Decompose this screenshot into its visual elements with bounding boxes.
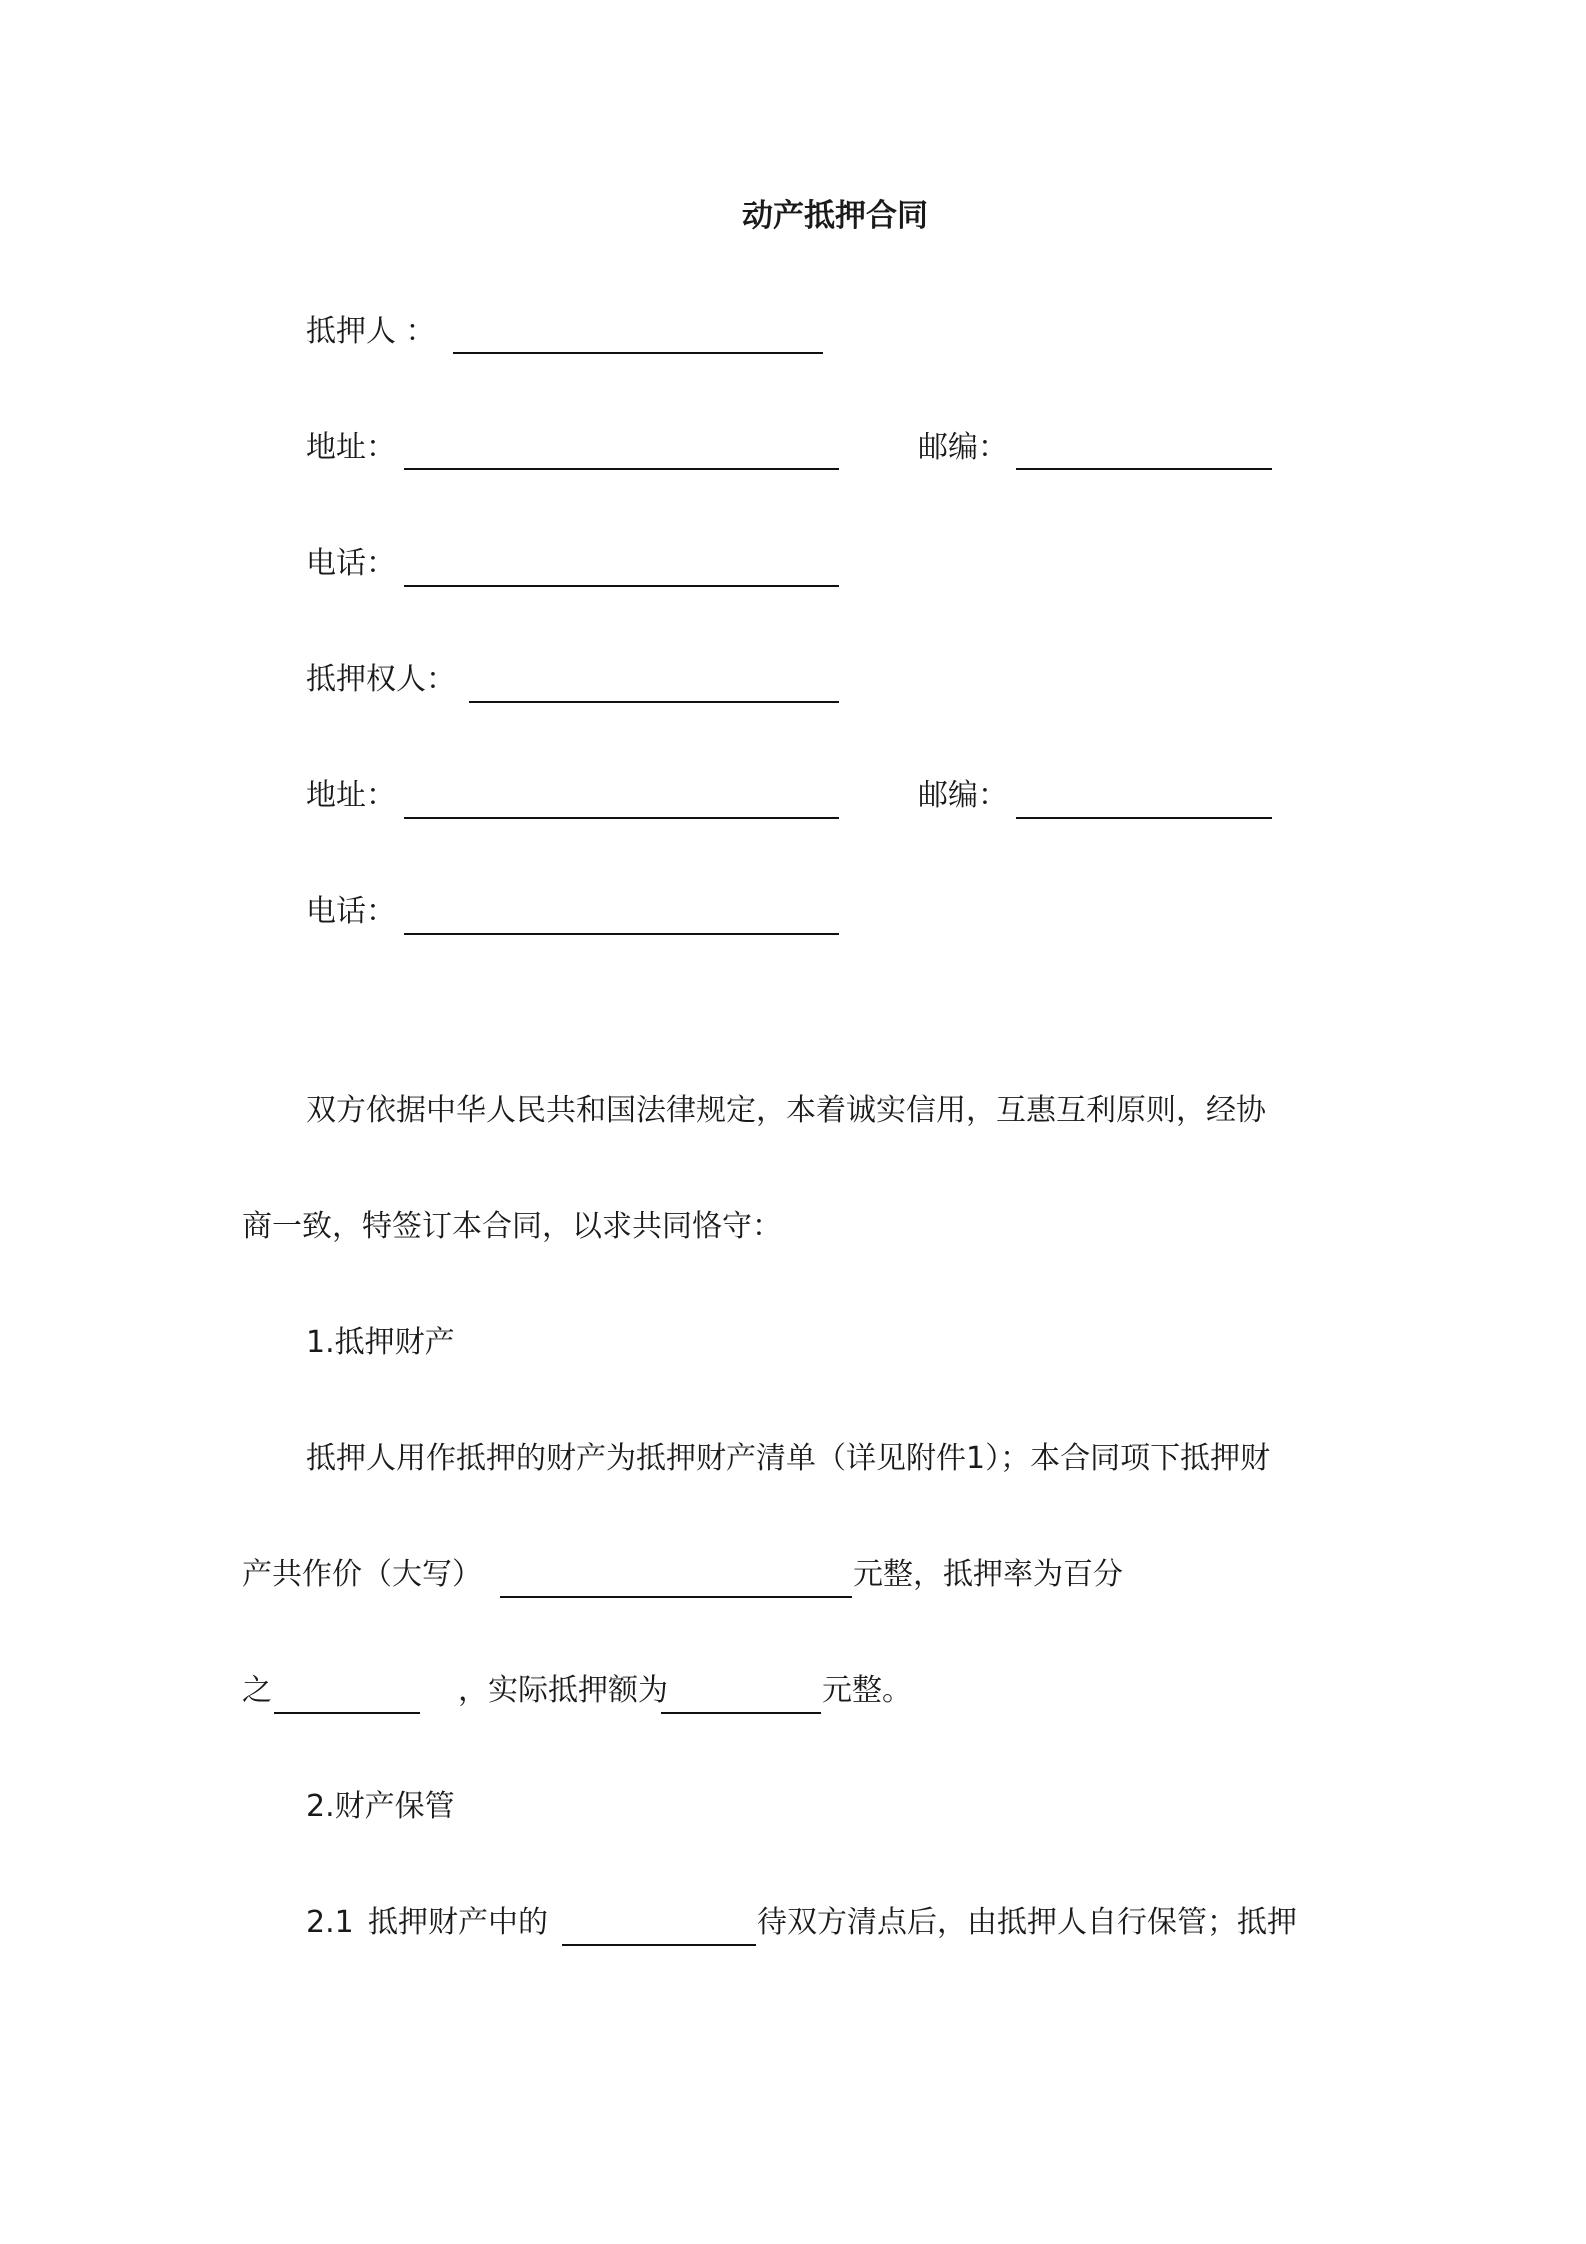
section-1-line-2-prefix: 产共作价（大写）: [242, 1557, 482, 1592]
mortgagee-address-label: 地址：: [306, 778, 396, 813]
clause-2-1-number: 2.1: [306, 1905, 354, 1940]
mortgagee-postcode-label: 邮编：: [918, 778, 1008, 813]
total-value-blank[interactable]: [500, 1596, 852, 1598]
mortgagor-phone-label: 电话：: [306, 546, 396, 581]
mortgagee-address-blank[interactable]: [404, 817, 839, 819]
property-item-blank[interactable]: [562, 1944, 756, 1946]
mortgagor-address-label: 地址：: [306, 430, 396, 465]
mortgagor-name-blank[interactable]: [453, 352, 823, 354]
actual-amount-blank[interactable]: [661, 1712, 821, 1714]
clause-2-1-suffix: 待双方清点后，由抵押人自行保管；抵押: [757, 1905, 1297, 1940]
preamble-line-2: 商一致，特签订本合同，以求共同恪守：: [242, 1209, 782, 1244]
mortgagee-phone-label: 电话：: [306, 894, 396, 929]
document-title: 动产抵押合同: [742, 198, 928, 234]
mortgagor-postcode-blank[interactable]: [1016, 468, 1272, 470]
section-1-line-3-prefix: 之: [242, 1673, 272, 1708]
preamble-line-1: 双方依据中华人民共和国法律规定，本着诚实信用，互惠互利原则，经协: [306, 1093, 1266, 1128]
mortgagee-phone-blank[interactable]: [404, 933, 839, 935]
mortgage-rate-blank[interactable]: [274, 1712, 420, 1714]
section-1-line-3-suffix: 元整。: [822, 1673, 912, 1708]
section-1-line-1: 抵押人用作抵押的财产为抵押财产清单（详见附件1）；本合同项下抵押财: [306, 1441, 1271, 1476]
mortgagee-name-label: 抵押权人：: [306, 662, 456, 697]
mortgagor-name-label: 抵押人 ：: [306, 314, 436, 349]
mortgagor-address-blank[interactable]: [404, 468, 839, 470]
mortgagor-postcode-label: 邮编：: [918, 430, 1008, 465]
mortgagee-postcode-blank[interactable]: [1016, 817, 1272, 819]
section-2-heading: 2.财产保管: [306, 1789, 455, 1824]
clause-2-1-prefix: 抵押财产中的: [368, 1905, 548, 1940]
mortgagor-phone-blank[interactable]: [404, 585, 839, 587]
section-1-line-2-suffix: 元整，抵押率为百分: [853, 1557, 1123, 1592]
mortgagee-name-blank[interactable]: [469, 701, 839, 703]
section-1-line-3-middle: ，实际抵押额为: [458, 1673, 668, 1708]
section-1-heading: 1.抵押财产: [306, 1325, 455, 1360]
